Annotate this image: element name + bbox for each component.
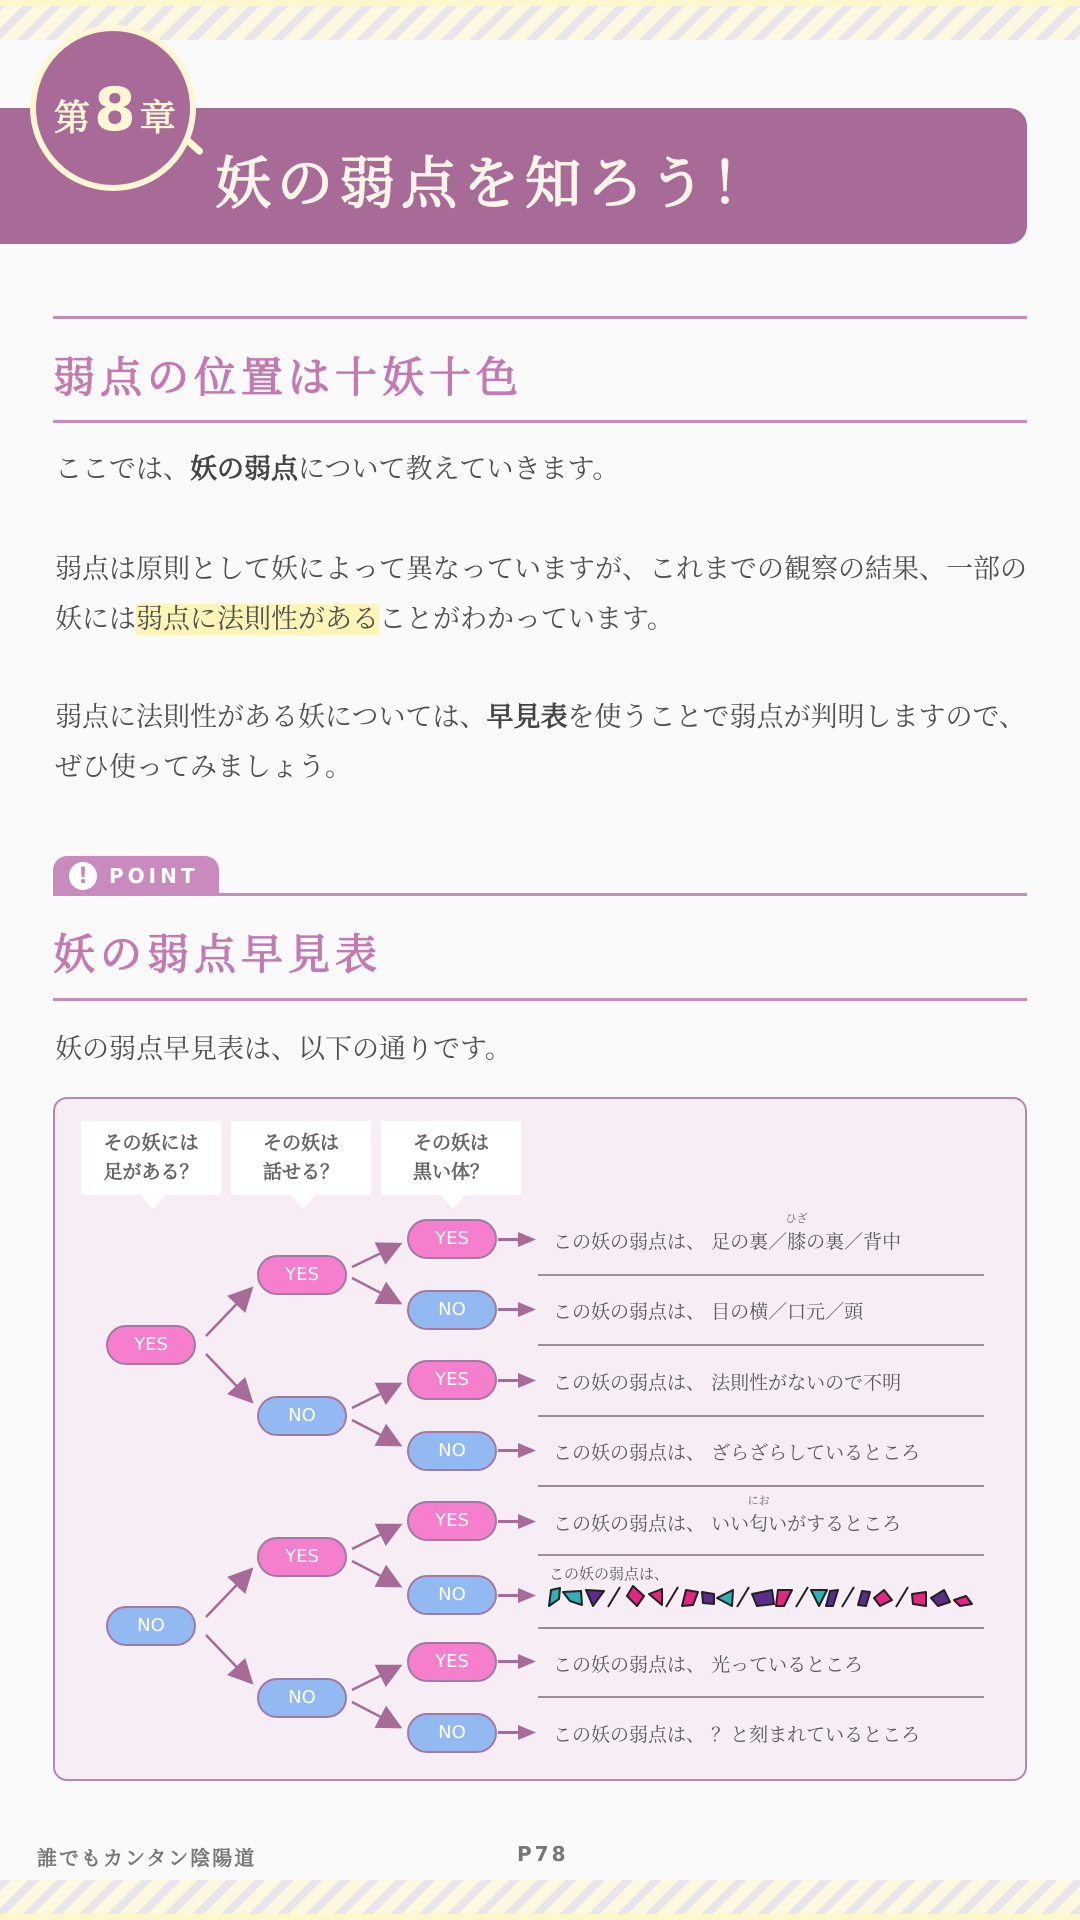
section-heading: 弱点の位置は十妖十色 [53,353,524,402]
chapter-number: 8 [94,75,136,145]
level3-no-node: NO [407,1575,497,1615]
usage-paragraph: 弱点に法則性がある妖については、早見表を使うことで弱点が判明しますので、ぜひ使ってみましょう。 [55,702,1026,783]
level3-yes-node: YES [407,1360,497,1400]
question-black: その妖は 黒い体？ [381,1121,521,1195]
level3-no-node: NO [407,1290,497,1330]
result-underline [538,1696,984,1698]
result-caption: この妖の弱点は、 [549,1565,670,1583]
chapter-prefix: 第 [54,98,91,139]
result-text: この妖の弱点は、 足の裏／ ひざ 膝の裏／背中 [553,1212,902,1253]
highlight-text: 弱点に法則性がある [136,604,379,635]
result-text: この妖の弱点は、 いい にお 匂いがするところ [553,1494,902,1535]
result-underline [538,1627,984,1629]
chapter-title: 妖の弱点を知ろう！ [215,152,773,217]
chapter-suffix: 章 [139,98,176,139]
level2-yes-node: YES [257,1255,347,1295]
level3-yes-node: YES [407,1219,497,1259]
result-text: この妖の弱点は、 目の横／口元／頭 [553,1301,864,1323]
level2-yes-node: YES [257,1537,347,1577]
question-speak: その妖は 話せる？ [231,1121,371,1195]
intro-paragraph: ここでは、妖の弱点について教えていきます。 [55,454,620,485]
result-text: この妖の弱点は、 ？と刻まれているところ [553,1724,921,1746]
book-title: 誰でもカンタン陰陽道 [37,1846,257,1870]
page-number: P78 [517,1842,569,1866]
result-text: この妖の弱点は、 法則性がないので不明 [553,1372,902,1394]
point-heading: 妖の弱点早見表 [53,930,383,979]
level3-yes-node: YES [407,1501,497,1541]
result-text: この妖の弱点は、 ざらざらしているところ [553,1442,921,1464]
rule-paragraph: 弱点は原則として妖によって異なっていますが、これまでの観察の結果、一部の妖には弱点に法則性があることがわかっています。 [55,554,1027,635]
level3-no-node: NO [407,1431,497,1471]
level2-no-node: NO [257,1396,347,1436]
level3-no-node: NO [407,1713,497,1753]
result-text: この妖の弱点は、 光っているところ [553,1654,864,1676]
bottom-stripe-border [0,1880,1080,1920]
level2-no-node: NO [257,1678,347,1718]
point-intro: 妖の弱点早見表は、以下の通りです。 [55,1034,512,1065]
question-legs: その妖には 足がある？ [81,1121,221,1195]
point-label: POINT [109,864,199,888]
level1-no-node: NO [106,1606,196,1646]
exclamation-icon: ! [69,862,97,890]
level3-yes-node: YES [407,1642,497,1682]
level1-yes-node: YES [106,1325,196,1365]
